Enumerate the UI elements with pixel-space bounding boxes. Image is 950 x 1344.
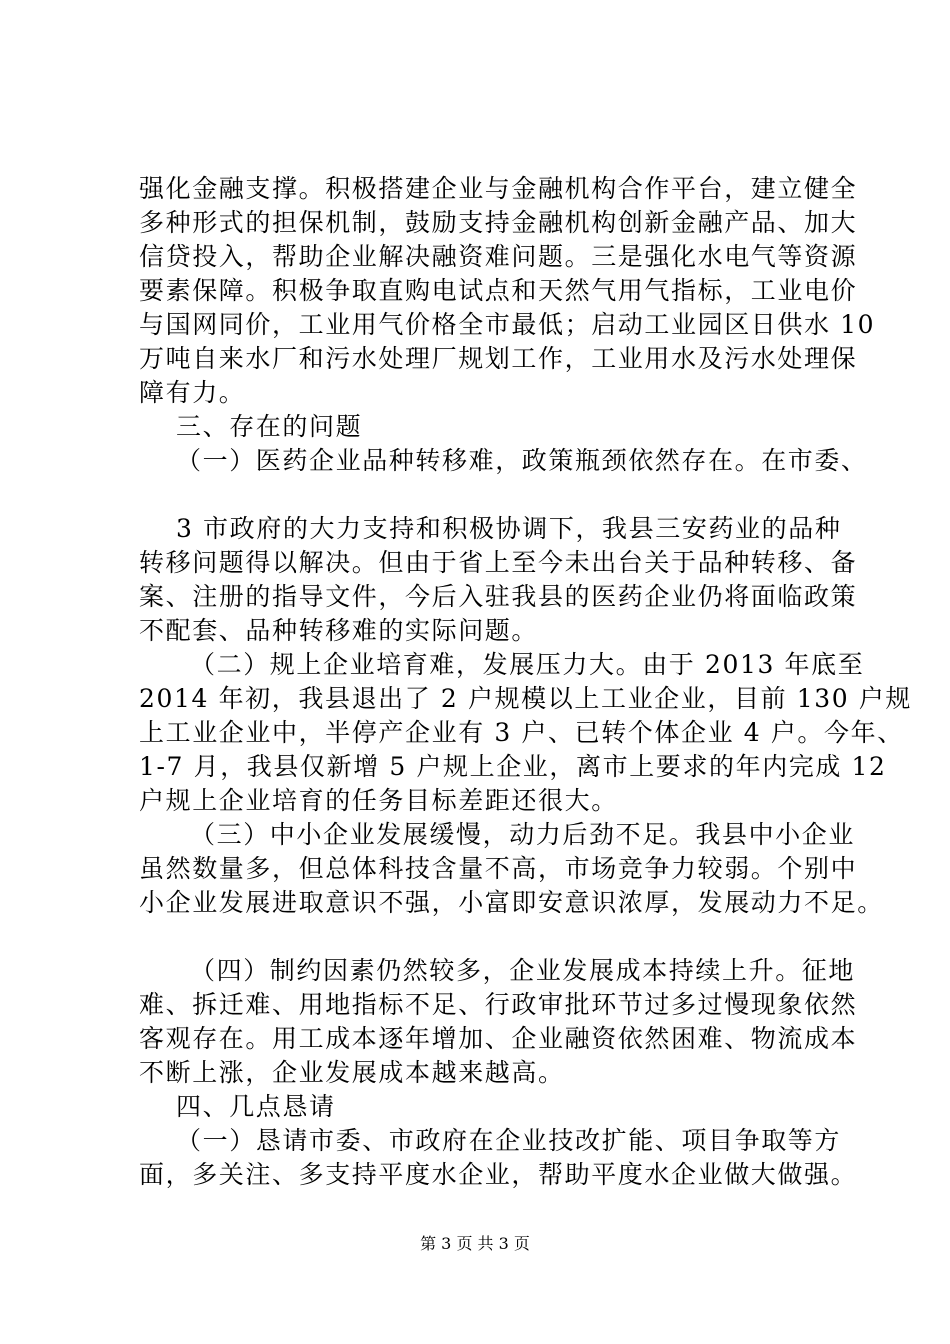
body-line: 小企业发展进取意识不强，小富即安意识浓厚，发展动力不足。	[139, 888, 884, 917]
body-line: 转移问题得以解决。但由于省上至今未出台关于品种转移、备	[139, 548, 858, 577]
body-line: 户规上企业培育的任务目标差距还很大。	[139, 786, 618, 815]
paragraph-heading: （一）恳请市委、市政府在企业技改扩能、项目争取等方	[176, 1126, 842, 1155]
body-line: 多种形式的担保机制，鼓励支持金融机构创新金融产品、加大	[139, 208, 858, 237]
paragraph-heading: （三）中小企业发展缓慢，动力后劲不足。我县中小企业	[190, 820, 856, 849]
body-line: 强化金融支撑。积极搭建企业与金融机构合作平台，建立健全	[139, 174, 858, 203]
paragraph-heading: （四）制约因素仍然较多，企业发展成本持续上升。征地	[190, 956, 856, 985]
body-line: 1-7 月，我县仅新增 5 户规上企业，离市上要求的年内完成 12	[139, 752, 887, 781]
body-line: 与国网同价，工业用气价格全市最低；启动工业园区日供水 10	[139, 310, 876, 339]
body-line: 案、注册的指导文件，今后入驻我县的医药企业仍将面临政策	[139, 582, 858, 611]
section-heading: 三、存在的问题	[176, 412, 363, 441]
body-line: 2014 年初，我县退出了 2 户规模以上工业企业，目前 130 户规	[139, 684, 912, 713]
body-line: 虽然数量多，但总体科技含量不高，市场竞争力较弱。个别中	[139, 854, 858, 883]
body-line: 信贷投入，帮助企业解决融资难问题。三是强化水电气等资源	[139, 242, 858, 271]
body-line: 上工业企业中，半停产企业有 3 户、已转个体企业 4 户。今年、	[139, 718, 904, 747]
section-heading: 四、几点恳请	[176, 1092, 336, 1121]
body-line: 要素保障。积极争取直购电试点和天然气用气指标，工业电价	[139, 276, 858, 305]
body-line: 万吨自来水厂和污水处理厂规划工作，工业用水及污水处理保	[139, 344, 858, 373]
body-line: 客观存在。用工成本逐年增加、企业融资依然困难、物流成本	[139, 1024, 858, 1053]
body-line: 不断上涨，企业发展成本越来越高。	[139, 1058, 565, 1087]
body-line: 面，多关注、多支持平度水企业，帮助平度水企业做大做强。	[139, 1160, 858, 1189]
paragraph-heading: （二）规上企业培育难，发展压力大。由于 2013 年底至	[190, 650, 865, 679]
body-line: 3 市政府的大力支持和积极协调下，我县三安药业的品种	[176, 514, 842, 543]
body-line: 障有力。	[139, 378, 246, 407]
page-footer: 第 3 页 共 3 页	[420, 1234, 530, 1253]
body-line: 难、拆迁难、用地指标不足、行政审批环节过多过慢现象依然	[139, 990, 858, 1019]
body-line: 不配套、品种转移难的实际问题。	[139, 616, 539, 645]
paragraph-heading: （一）医药企业品种转移难，政策瓶颈依然存在。在市委、	[176, 446, 868, 475]
